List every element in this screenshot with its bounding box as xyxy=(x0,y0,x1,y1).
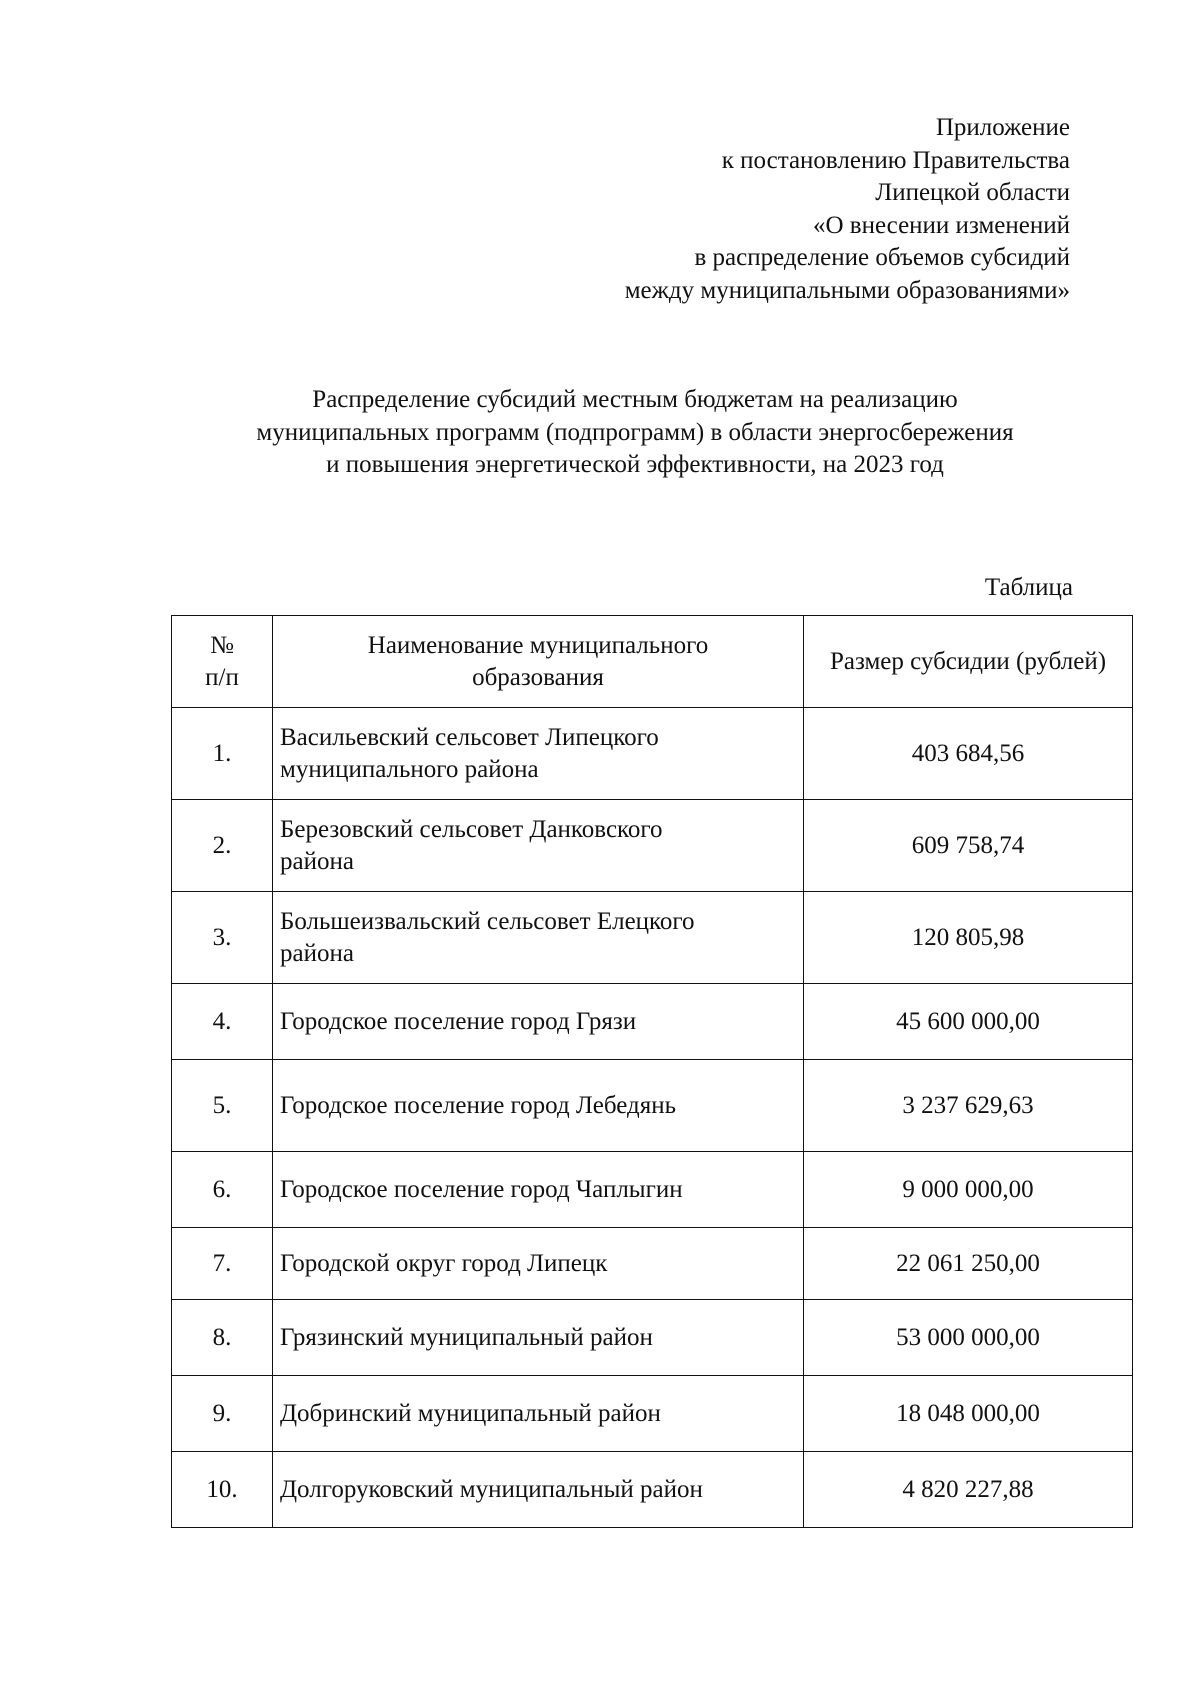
table-row xyxy=(172,1452,1133,1528)
row-amount: 120 805,98 xyxy=(804,892,1133,984)
document-title xyxy=(170,384,1100,482)
row-amount: 45 600 000,00 xyxy=(804,984,1133,1060)
row-name-line1: Большеизвальский сельсовет Елецкого xyxy=(280,907,695,935)
row-name: Городское поселение город Грязи xyxy=(273,984,804,1060)
appendix-line: Приложение xyxy=(935,114,1070,141)
row-amount: 403 684,56 xyxy=(804,708,1133,800)
row-num: 7. xyxy=(172,1228,273,1300)
header-amount: Размер субсидии (рублей) xyxy=(804,616,1133,708)
table-row xyxy=(172,1300,1133,1376)
table-row xyxy=(172,1152,1133,1228)
row-num: 2. xyxy=(172,800,273,892)
table-label: Таблица xyxy=(984,574,1073,601)
table-row xyxy=(172,1060,1133,1152)
row-name: Долгоруковский муниципальный район xyxy=(273,1452,804,1528)
header-num-line1: № xyxy=(210,631,234,659)
row-num: 6. xyxy=(172,1152,273,1228)
row-num: 3. xyxy=(172,892,273,984)
table-row xyxy=(172,984,1133,1060)
row-name-line1: Васильевский сельсовет Липецкого xyxy=(280,723,659,751)
appendix-header xyxy=(625,112,1070,307)
row-num: 5. xyxy=(172,1060,273,1152)
table-row xyxy=(172,892,1133,984)
table-row xyxy=(172,708,1133,800)
title-line: муниципальных программ (подпрограмм) в области энергосбережения xyxy=(256,418,1014,446)
row-amount: 4 820 227,88 xyxy=(804,1452,1133,1528)
appendix-line: в распределение объемов субсидий xyxy=(694,244,1070,271)
title-line: Распределение субсидий местным бюджетам на реализацию xyxy=(312,386,958,413)
appendix-line: «О внесении изменений xyxy=(812,211,1070,239)
row-name-line2: муниципального района xyxy=(280,755,539,783)
row-name xyxy=(273,892,804,984)
row-name-line2: района xyxy=(280,939,354,967)
header-name xyxy=(273,616,804,708)
row-amount: 22 061 250,00 xyxy=(804,1228,1133,1300)
title-line: и повышения энергетической эффективности, на 2023 год xyxy=(326,451,944,478)
header-name-line2: образования xyxy=(472,663,604,691)
row-amount: 3 237 629,63 xyxy=(804,1060,1133,1152)
appendix-line: к постановлению Правительства xyxy=(721,146,1070,174)
row-num: 1. xyxy=(172,708,273,800)
row-name-line1: Березовский сельсовет Данковского xyxy=(280,815,663,843)
row-amount: 18 048 000,00 xyxy=(804,1376,1133,1452)
table-row xyxy=(172,800,1133,892)
appendix-line: Липецкой области xyxy=(875,179,1070,206)
table-header-row xyxy=(172,616,1133,708)
row-amount: 609 758,74 xyxy=(804,800,1133,892)
row-name: Городской округ город Липецк xyxy=(273,1228,804,1300)
row-name xyxy=(273,708,804,800)
row-amount: 9 000 000,00 xyxy=(804,1152,1133,1228)
row-num: 4. xyxy=(172,984,273,1060)
subsidies-table xyxy=(171,615,1133,1528)
row-num: 10. xyxy=(172,1452,273,1528)
header-num xyxy=(172,616,273,708)
row-num: 9. xyxy=(172,1376,273,1452)
row-name: Городское поселение город Чаплыгин xyxy=(273,1152,804,1228)
appendix-line: между муниципальными образованиями» xyxy=(624,276,1070,304)
header-num-line2: п/п xyxy=(205,663,239,691)
row-name: Грязинский муниципальный район xyxy=(273,1300,804,1376)
row-amount: 53 000 000,00 xyxy=(804,1300,1133,1376)
header-name-line1: Наименование муниципального xyxy=(367,631,709,659)
table-row xyxy=(172,1376,1133,1452)
row-name: Добринский муниципальный район xyxy=(273,1376,804,1452)
table-row xyxy=(172,1228,1133,1300)
row-num: 8. xyxy=(172,1300,273,1376)
row-name-line2: района xyxy=(280,847,354,875)
row-name: Городское поселение город Лебедянь xyxy=(273,1060,804,1152)
row-name xyxy=(273,800,804,892)
